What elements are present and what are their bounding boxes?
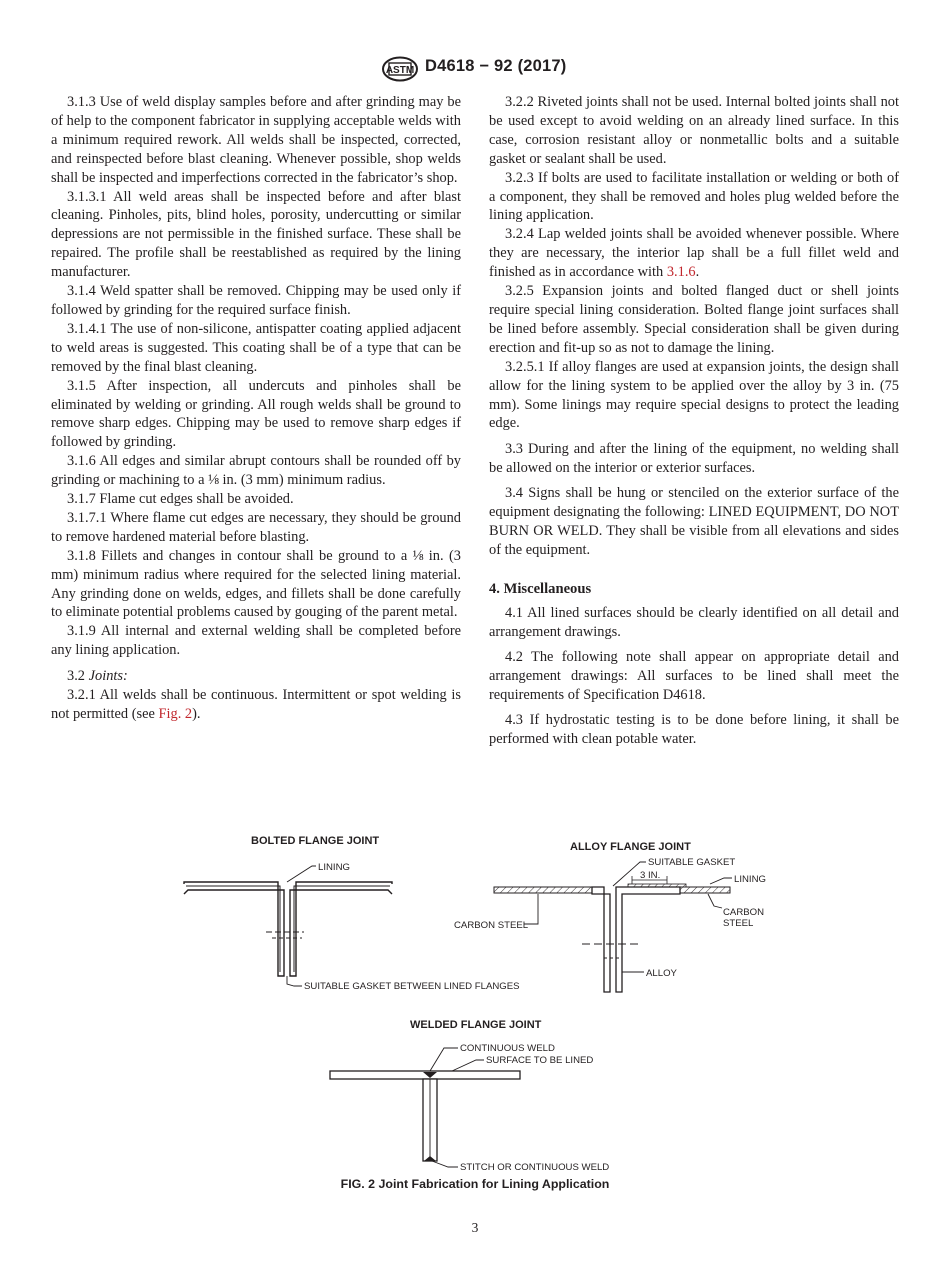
para-3-1-3: 3.1.3 Use of weld display samples before and after grinding may be of help to the component fabricator in supplying acceptable welds with a minimum required rework. All welds shall be inspected, corrected, and reinspected before blast cleaning. Whenever possible, shop welds shall be inspected and imperfections corrected in the fabricator’s shop. [51,94,461,186]
bolted-flange-joint [184,835,520,992]
page-number: 3 [471,1220,479,1235]
welded-title: WELDED FLANGE JOINT [410,1019,542,1031]
left-column [51,93,461,723]
alloy-carbon-right-leader [708,894,722,908]
para-3-1-3-1: 3.1.3.1 All weld areas shall be inspected before and after blast cleaning. Pinholes, pits, blind holes, porosity, undercutting or similar depressions are not permissible in the finished surface. These shall be repaired. The profile shall be reestablished as required by the lining manufacturer. [51,188,461,281]
bolted-gasket-label: SUITABLE GASKET BETWEEN LINED FLANGES [304,981,520,992]
para-text-end: . [695,264,700,281]
alloy-left-flange [592,887,610,992]
bolted-lining-label: LINING [318,862,350,873]
para-3-1-4-1: 3.1.4.1 The use of non-silicone, antispatter coating applied adjacent to weld areas is suggested. This coating shall be of a type that can be removed by the final blast cleaning. [51,320,461,375]
bolted-left-flange [184,882,284,976]
fig-2-link[interactable]: Fig. 2 [158,705,193,722]
alloy-carbon-right-label-2: STEEL [723,918,754,929]
para-3-2-3: 3.2.3 If bolts are used to facilitate installation or welding or both of a component, they shall be removed and holes plug welded before the lining application. [489,169,899,224]
welded-flange-joint [330,1019,609,1173]
section-3-1-6-link[interactable]: 3.1.6 [666,264,696,281]
para-3-1-7: 3.1.7 Flame cut edges shall be avoided. [67,491,294,508]
document-id: D4618 − 92 (2017) [425,57,567,75]
para-3-2-4 [489,225,899,282]
figure-2 [0,820,950,1200]
alloy-left-carbon-steel [494,887,592,893]
para-3-1-7-1: 3.1.7.1 Where flame cut edges are necessary, they should be ground to remove hardened material before blasting. [51,509,461,545]
para-text: 3.2.4 Lap welded joints shall be avoided whenever possible. Where they are necessary, the interior lap shall be a full fillet weld and finished as in accordance with [489,226,899,281]
para-3-1-9: 3.1.9 All internal and external welding shall be completed before any lining application. [51,623,461,659]
para-3-1-8: 3.1.8 Fillets and changes in contour shall be ground to a ⅛ in. (3 mm) minimum radius where required for the selected lining material. Any grinding done on welds, edges, and fillets shall be done carefully to eliminate potential problems caused by gouging of the parent metal. [51,547,461,621]
alloy-lining-layer [628,884,686,887]
page-header [0,56,950,82]
para-3-4: 3.4 Signs shall be hung or stenciled on the exterior surface of the equipment designating the following: LINED EQUIPMENT, DO NOT BURN OR WELD. They shall be visible from all elevations and sides of the equipment. [489,485,899,558]
para-3-1-6: 3.1.6 All edges and similar abrupt contours shall be rounded off by grinding or machining to a ⅛ in. (3 mm) minimum radius. [51,453,461,489]
welded-surface-leader [452,1060,484,1071]
para-3-2-5: 3.2.5 Expansion joints and bolted flanged duct or shell joints require special lining consideration. Bolted flange joint surfaces shall be lined before assembly. Special consideration shall be given during erection and fit-up so as not to damage the lining. [489,283,899,356]
alloy-lining-label: LINING [734,874,766,885]
right-column [489,93,899,749]
welded-surface-label: SURFACE TO BE LINED [486,1055,594,1066]
para-4-3: 4.3 If hydrostatic testing is to be done before lining, it shall be performed with clean potable water. [489,712,899,748]
alloy-flange-joint [454,841,766,992]
para-3-2-5-1: 3.2.5.1 If alloy flanges are used at expansion joints, the design shall allow for the lining system to be applied over the alloy by 3 in. (75 mm). Some linings may require special designs to protect the leading edge. [489,358,899,432]
para-3-3: 3.3 During and after the lining of the equipment, no welding shall be allowed on the interior or exterior surfaces. [489,440,899,476]
para-text: 3.2.1 All welds shall be continuous. Intermittent or spot welding is not permitted (see [51,686,461,722]
welded-stitch-leader [432,1161,458,1167]
para-text-end: ). [192,705,201,722]
bolted-left-lining [186,886,280,972]
para-3-2-1 [51,686,461,724]
alloy-lining-leader [710,878,732,884]
para-4-1: 4.1 All lined surfaces should be clearly identified on all detail and arrangement drawings. [489,604,899,640]
bolted-title: BOLTED FLANGE JOINT [251,835,380,847]
alloy-carbon-right-label-1: CARBON [723,907,765,918]
para-3-2-2: 3.2.2 Riveted joints shall not be used. Internal bolted joints shall not be used except to avoid welding on an already lined surface. In this case, corrosion resistant alloy or nonmetallic bolts and a suitable gasket or sealant shall be used. [489,94,899,167]
welded-stitch-label: STITCH OR CONTINUOUS WELD [460,1162,610,1173]
alloy-title: ALLOY FLANGE JOINT [570,841,691,853]
welded-weld-label: CONTINUOUS WELD [460,1043,555,1054]
section-heading-miscellaneous: 4. Miscellaneous [489,580,592,597]
para-3-1-4: 3.1.4 Weld spatter shall be removed. Chipping may be used only if followed by grinding for the required surface finish. [51,283,461,318]
alloy-dim-label: 3 IN. [640,870,661,881]
para-4-2: 4.2 The following note shall appear on appropriate detail and arrangement drawings: All surfaces to be lined shall meet the requirements of Specification D4618. [489,648,899,703]
astm-logo-icon [381,56,419,82]
bolted-right-flange [290,882,392,976]
svg-text:ASTM: ASTM [385,65,415,76]
bolted-gasket-leader [287,976,302,986]
section-number: 3.2 [67,667,85,684]
alloy-carbon-left-label: CARBON STEEL [454,920,529,931]
para-3-1-5: 3.1.5 After inspection, all undercuts and pinholes shall be eliminated by welding or grinding. All rough welds shall be ground to remove sharp edges. Chipping may be used to remove sharp edges if followed by grinding. [51,377,461,451]
alloy-gasket-label: SUITABLE GASKET [648,857,736,868]
welded-weld-leader [430,1048,458,1071]
joint-diagram [0,820,950,1200]
bolted-lining-leader [287,866,316,882]
section-3-2 [51,667,461,686]
bolted-right-lining [294,886,390,972]
alloy-right-carbon-steel [680,887,730,893]
alloy-alloy-label: ALLOY [646,968,677,979]
figure-caption: FIG. 2 Joint Fabrication for Lining Application [340,1177,610,1191]
section-title: Joints: [88,667,128,684]
